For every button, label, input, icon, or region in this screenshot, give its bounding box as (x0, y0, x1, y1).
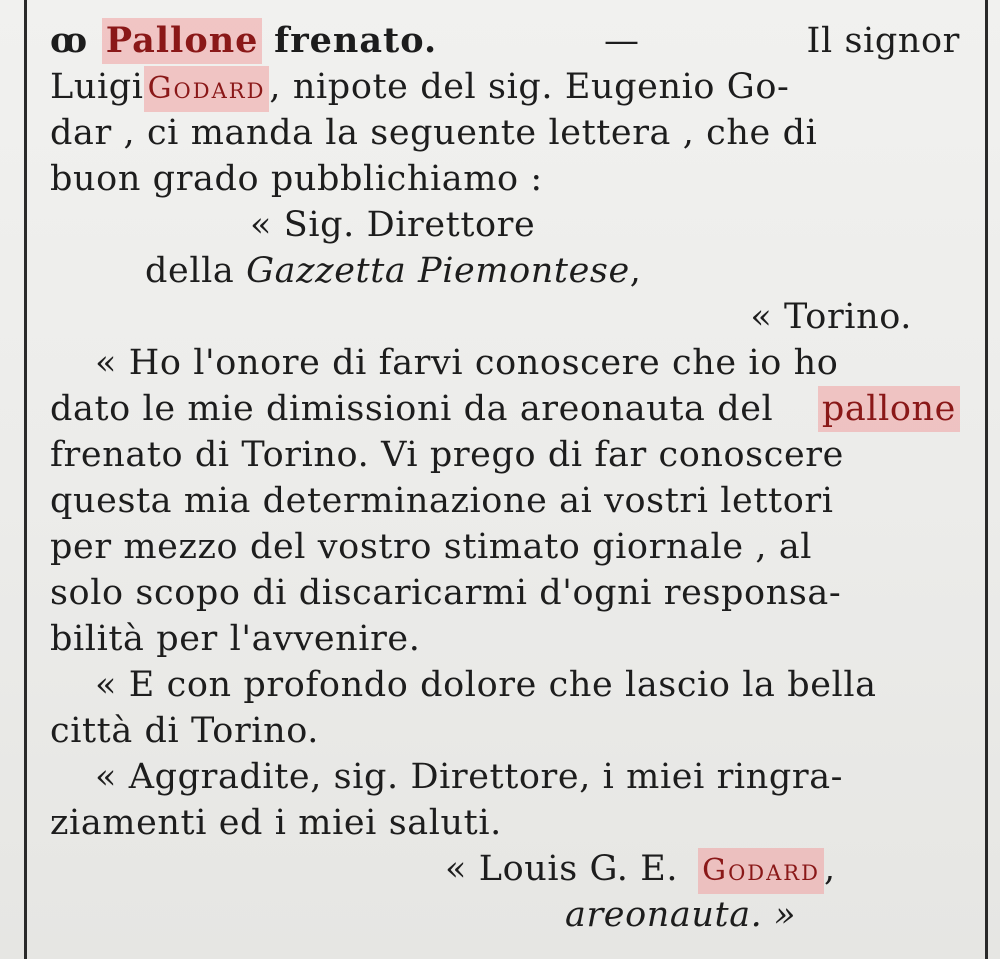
line20: areonauta. » (565, 895, 797, 935)
line11: questa mia determinazione ai vostri lettori (50, 481, 834, 521)
line1-rest: Il signor (806, 21, 960, 61)
article-body (50, 18, 960, 938)
line3: dar , ci manda la seguente lettera , che di (50, 113, 818, 153)
line17: « Aggradite, sig. Direttore, i miei ringra- (95, 757, 844, 797)
headline-dash: — (604, 21, 640, 61)
line18: ziamenti ed i miei saluti. (50, 803, 502, 843)
text-line-4 (50, 156, 960, 202)
text-line-10 (50, 432, 960, 478)
text-line-3 (50, 110, 960, 156)
line13: solo scopo di discaricarmi d'ogni responsa- (50, 573, 842, 613)
line9-a: dato le mie dimissioni da areonauta del (50, 389, 774, 429)
dingbat-icon: ꝏ (50, 20, 88, 61)
line15: « E con profondo dolore che lascio la bella (95, 665, 877, 705)
text-line-14 (50, 616, 960, 662)
headline-rest: frenato. (274, 20, 438, 61)
headline-highlight: Pallone (102, 18, 263, 64)
signature-highlight-godard: Godard (698, 848, 824, 894)
line2-a: Luigi (50, 67, 144, 107)
text-line-18 (50, 800, 960, 846)
line5: « Sig. Direttore (250, 205, 536, 245)
newspaper-name-line (50, 248, 960, 294)
line16: città di Torino. (50, 711, 319, 751)
text-line-9 (50, 386, 960, 432)
column-rule-right (985, 0, 988, 959)
text-line-11 (50, 478, 960, 524)
line6-b: , (629, 251, 642, 291)
line4: buon grado pubblichiamo : (50, 159, 543, 199)
line19-b: , (823, 849, 836, 889)
newspaper-name: Gazzetta Piemontese (246, 251, 630, 291)
signature-name-group (698, 846, 836, 892)
line14: bilità per l'avvenire. (50, 619, 421, 659)
column-rule-left (24, 0, 27, 959)
signature-title-line (50, 892, 960, 938)
line2-group (144, 64, 790, 110)
text-line-16 (50, 708, 960, 754)
text-line-8 (50, 340, 960, 386)
text-line-12 (50, 524, 960, 570)
name-highlight-godard: Godard (144, 66, 270, 112)
text-line-2 (50, 64, 960, 110)
text-line-17 (50, 754, 960, 800)
pallone-highlight: pallone (818, 386, 960, 432)
headline-group (50, 18, 437, 64)
signature-line (50, 846, 960, 892)
text-line-13 (50, 570, 960, 616)
line10: frenato di Torino. Vi prego di far conoscere (50, 435, 844, 475)
line19-a: « Louis G. E. (445, 849, 679, 889)
line7: « Torino. (750, 297, 912, 337)
place-line (50, 294, 960, 340)
text-line-15 (50, 662, 960, 708)
line6-a: della (145, 251, 235, 291)
line12: per mezzo del vostro stimato giornale , al (50, 527, 813, 567)
line2-b: , nipote del sig. Eugenio Go- (269, 67, 790, 107)
headline-line (50, 18, 960, 64)
salutation-line (50, 202, 960, 248)
line8: « Ho l'onore di farvi conoscere che io ho (95, 343, 839, 383)
